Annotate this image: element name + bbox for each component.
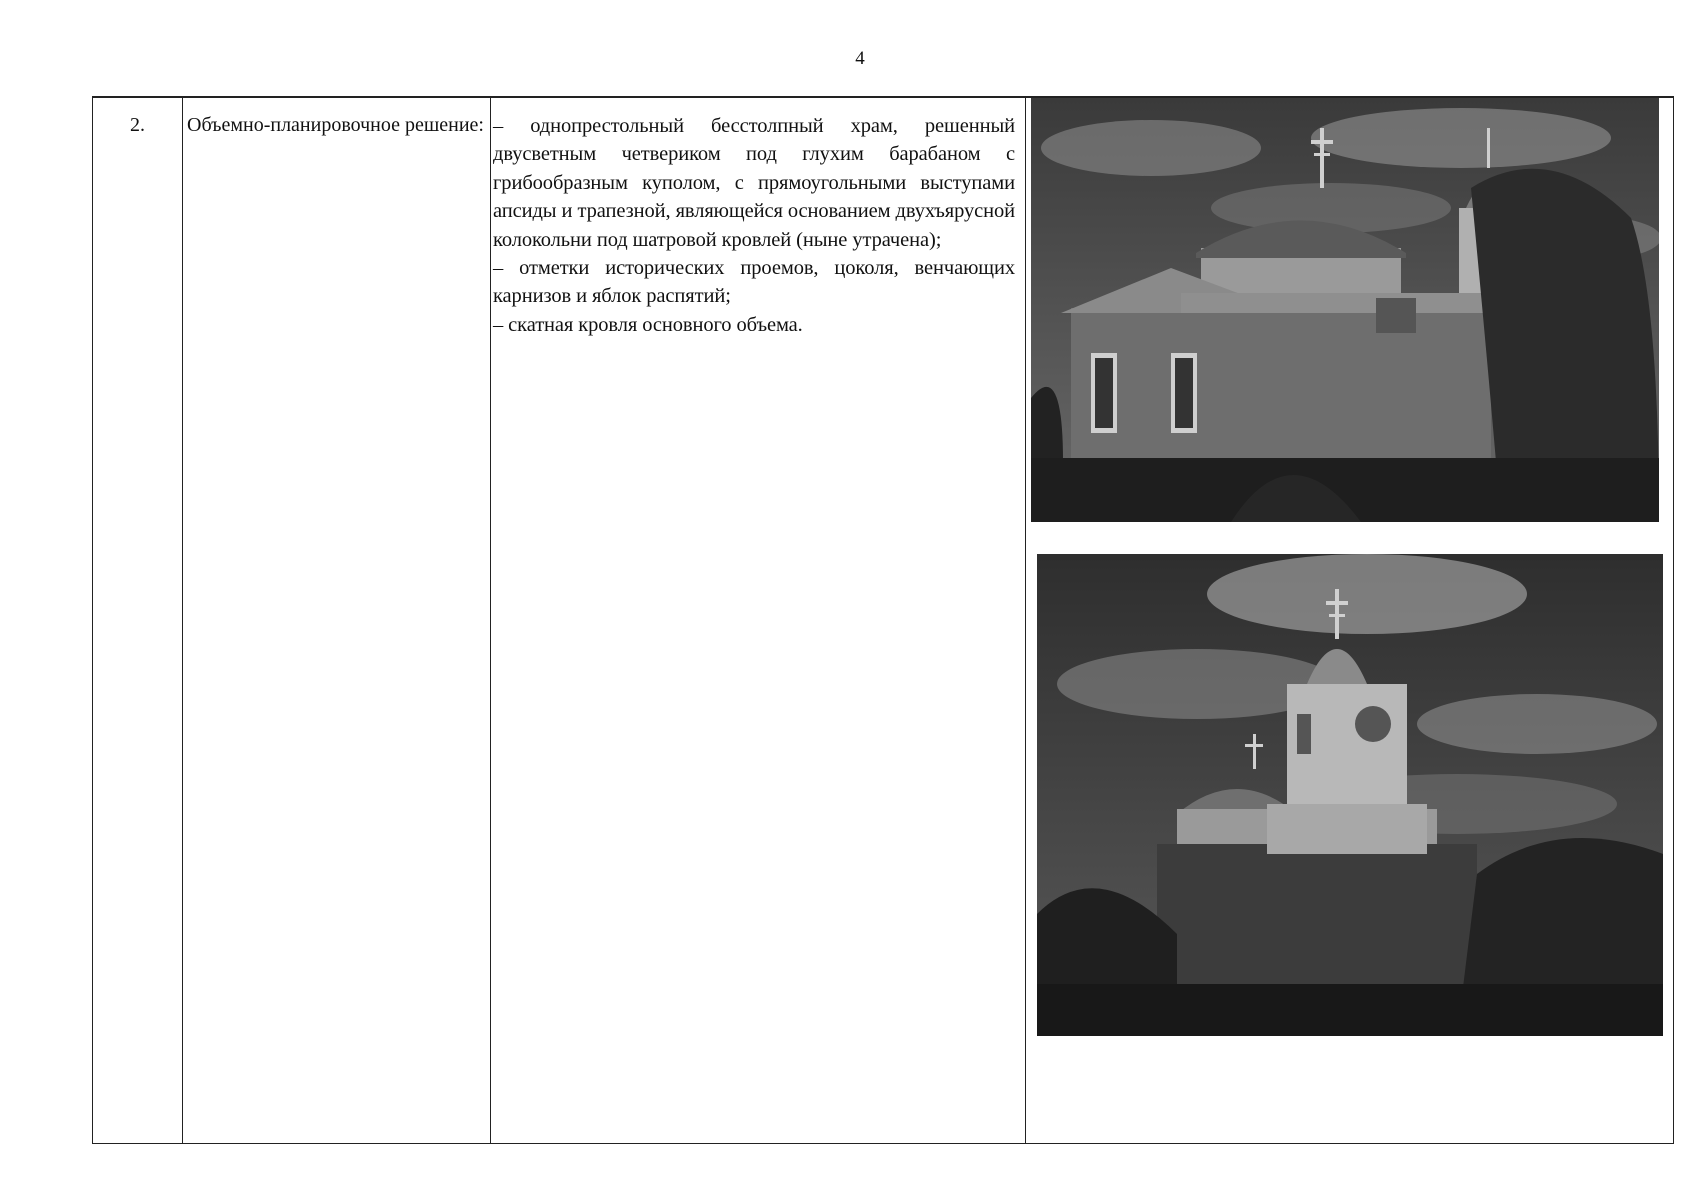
description-item: – скатная кровля основного объема. <box>493 313 803 336</box>
row-description <box>493 112 1015 339</box>
row-number: 2. <box>130 114 145 136</box>
church-photo-icon <box>1031 98 1659 522</box>
column-divider <box>1025 98 1026 1143</box>
description-item: – однопрестольный бесстолпный храм, решенный двусветным четвериком под глухим барабаном с грибообразным куполом, с прямоугольными выступами апсиды и трапезной, являющейся основанием двухъярусной колокольни под шатровой кровлей (ныне утрачена); <box>493 115 1015 251</box>
church-photo-1 <box>1031 98 1659 522</box>
column-divider <box>490 98 491 1143</box>
church-photo-icon <box>1037 554 1663 1036</box>
page-number: 4 <box>855 48 865 69</box>
description-item: – отметки исторических проемов, цоколя, венчающих карнизов и яблок распятий; <box>493 257 1015 308</box>
church-photo-2 <box>1037 554 1663 1036</box>
column-divider <box>182 98 183 1143</box>
row-title: Объемно-планировочное решение: <box>187 114 484 136</box>
document-table <box>92 96 1674 1144</box>
